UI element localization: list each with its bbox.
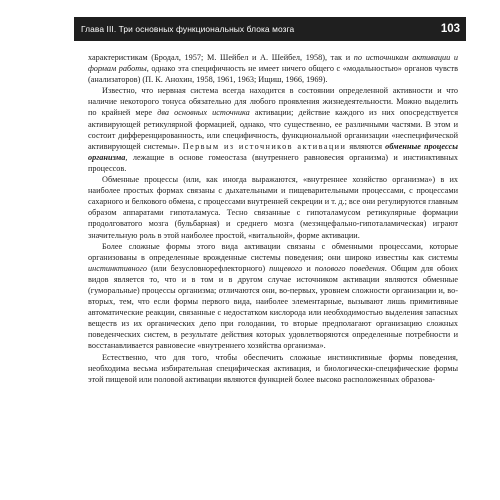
text-run: характеристикам (Бродал, 1957; М. Шейбел и А. Шейбел, 1958), так и (88, 53, 354, 62)
page-number: 103 (440, 23, 460, 35)
text-run: и (302, 263, 315, 273)
text-run: Более сложные формы этого вида активации связаны с обменными процессами, которые организованы в определенные врожденные системы поведения; они широко известны как системы (88, 241, 458, 262)
italic-run: два основных источника (157, 108, 250, 118)
paragraph-3 (88, 174, 458, 241)
text-run: Обменные процессы (или, как иногда выражаются, «внутреннее хозяйство организма») в их наиболее простых формах связаны с дыхательными и пищеварительными процессами, с процессами сахарного и белкового обмена, с процессами внутренней секреции и т. д.; все они регулируются главным образом аппаратами гипоталамуса. Тесно связанные с гипоталамусом ретикулярные формации продолговатого мозга (бульбарная) и среднего мозга (мезэнцефально-гипоталамическая) играют значительную роль в этой наиболее простой, «витальной», форме активации. (88, 175, 458, 240)
italic-run: пищевого (269, 263, 303, 273)
chapter-title: Глава III. Три основных функциональных блока мозга (81, 24, 295, 34)
text-run: Естественно, что для того, чтобы обеспечить сложные инстинктивные формы поведения, необходима весьма избирательная специфическая активация, и биологически-специфические формы этой пищевой или половой активации являются функцией более высоко расположенных образова- (88, 352, 458, 384)
text-run: , лежащие в основе гомеостаза (внутреннего равновесия организма) и инстинктивных процессов. (88, 152, 458, 173)
spaced-run: Первым из источников активации (182, 141, 347, 151)
text-run: являются (346, 141, 386, 151)
text-run: (или безусловнорефлекторного) (147, 263, 270, 273)
italic-run: полового поведения (314, 263, 385, 273)
running-header (74, 17, 466, 41)
text-run: . Общим для обоих видов является то, что и в том и в другом случае источником активации являются обменные (гуморальные) процессы организма; отличаются они, во-первых, уровнем сложности организации и, во-вторых, тем, что если формы первого вида, наиболее элементарные, вызывают лишь примитивные автоматические реакции, связанные с недостатком кислорода или необходимостью выделения запасных веществ из их органических депо при голодании, то вторые предполагают организацию сложных поведенческих систем, в результате действия которых удовлетворяются определенные потребности и восстанавливается равновесие «внутреннего хозяйства организма». (88, 263, 459, 351)
paragraph-4 (88, 241, 458, 352)
paragraph-1 (88, 52, 458, 85)
text-run: Известно, что нервная система всегда находится в состоянии определенной активности и что наличие некоторого тонуса обязательно для любого проявления жизнедеятельности. Можно выделить по крайней мере (88, 86, 458, 118)
paragraph-2 (88, 85, 458, 174)
italic-run: по источникам активации и формам работы (88, 53, 458, 74)
bold-italic-run: обменные процессы организма (88, 141, 458, 162)
paragraph-5 (88, 352, 458, 385)
text-run: , однако эта специфичность не имеет ничего общего с «модальностью» органов чувств (анализаторов) (П. К. Анохин, 1958, 1961, 1963; Ищиш, 1966, 1969). (88, 64, 458, 85)
body-text (88, 52, 458, 385)
text-run: активации; действие каждого из них опосредствуется активирующей ретикулярной формацией, однако, что существенно, ее различными частями. В этом и состоит дифференцированность, или специфичность, функциональной организации «неспецифической активирующей системы». (88, 108, 458, 151)
italic-run: инстинктивного (88, 263, 148, 273)
